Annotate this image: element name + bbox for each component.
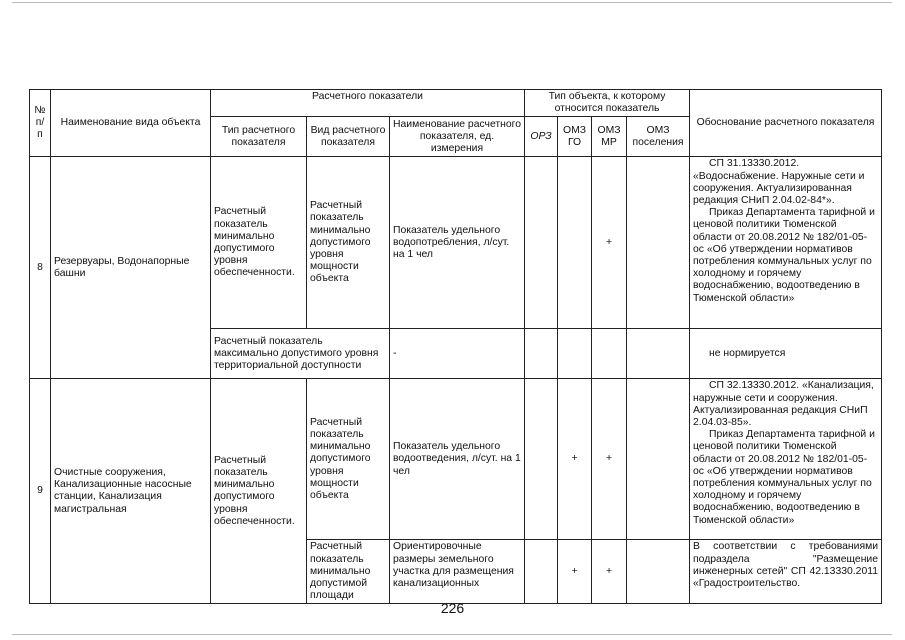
row-num: 8	[30, 157, 51, 379]
row-indicator: Показатель удельного водопотребления, л/сут. на 1 чел	[390, 157, 525, 329]
row-omz-pos	[627, 379, 690, 540]
row-omz-mr	[592, 329, 627, 379]
row-indicator: -	[390, 329, 525, 379]
row-orz	[525, 379, 558, 540]
row-basis: не нормируется	[690, 329, 882, 379]
row-calc-kind: Расчетный показатель минимально допустимой площади	[307, 540, 390, 604]
row-indicator: Показатель удельного водоотведения, л/сут. на 1 чел	[390, 379, 525, 540]
header-orz: ОРЗ	[525, 117, 558, 157]
row-calc-type: Расчетный показатель минимально допустимого уровня обеспеченности.	[211, 157, 307, 329]
row-orz	[525, 540, 558, 604]
row-object-name: Очистные сооружения, Канализационные насосные станции, Канализация магистральная	[51, 379, 211, 604]
row-orz	[525, 329, 558, 379]
row-calc-kind: Расчетный показатель минимально допустимого уровня мощности объекта	[307, 379, 390, 540]
header-calc-type: Тип расчетного показателя	[211, 117, 307, 157]
row-omz-pos	[627, 329, 690, 379]
row-calc-type: Расчетный показатель минимально допустимого уровня обеспеченности.	[211, 379, 307, 604]
row-calc-kind: Расчетный показатель минимально допустимого уровня мощности объекта	[307, 157, 390, 329]
header-row-1	[30, 90, 882, 117]
row-object-name: Резервуары, Водонапорные башни	[51, 157, 211, 379]
row-num: 9	[30, 379, 51, 604]
row-indicator: Ориентировочные размеры земельного участка для размещения канализационных	[390, 540, 525, 604]
header-omz-go: ОМЗ ГО	[558, 117, 592, 157]
basis-paragraph: Приказ Департамента тарифной и ценовой политики Тюменской области от 20.08.2012 № 182/01-05-ос «Об утверждении нормативов потребления коммунальных услуг по холодному и горячему водоснабжению, водоотведению в Тюменской области»	[693, 429, 875, 526]
header-omz-pos: ОМЗ поселения	[627, 117, 690, 157]
scan-edge-top	[12, 2, 892, 3]
header-object-type: Тип объекта, к которому относится показатель	[525, 90, 690, 117]
header-basis: Обоснование расчетного показателя	[690, 90, 882, 157]
basis-paragraph: СП 32.13330.2012. «Канализация, наружные сети и сооружения. Актуализированная редакция СНиП 2.04.03-85».	[693, 380, 874, 429]
row-omz-go	[558, 329, 592, 379]
row-omz-pos	[627, 157, 690, 329]
header-calc-name-unit: Наименование расчетного показателя, ед. измерения	[390, 117, 525, 157]
basis-paragraph: СП 31.13330.2012. «Водоснабжение. Наружные сети и сооружения. Актуализированная редакция СНиП 2.04.02-84*».	[693, 158, 865, 207]
header-omz-mr: ОМЗ МР	[592, 117, 627, 157]
table-row	[30, 157, 882, 329]
row-calc-type: Расчетный показатель максимально допустимого уровня территориальной доступности	[211, 329, 390, 379]
row-omz-go: +	[558, 540, 592, 604]
row-omz-mr: +	[592, 157, 627, 329]
row-omz-mr: +	[592, 379, 627, 540]
row-orz	[525, 157, 558, 329]
table-row	[30, 379, 882, 540]
header-calc-kind: Вид расчетного показателя	[307, 117, 390, 157]
row-basis	[690, 157, 882, 329]
header-object-name: Наименование вида объекта	[51, 90, 211, 157]
indicators-table	[29, 89, 882, 604]
basis-paragraph: Приказ Департамента тарифной и ценовой политики Тюменской области от 20.08.2012 № 182/01-05-ос «Об утверждении нормативов потребления коммунальных услуг по холодному и горячему водоснабжению, водоотведению в Тюменской области»	[693, 207, 875, 304]
row-basis	[690, 379, 882, 540]
page-number: 226	[440, 600, 465, 616]
row-omz-go: +	[558, 379, 592, 540]
row-omz-go	[558, 157, 592, 329]
scan-edge-bottom	[12, 634, 892, 635]
row-omz-pos	[627, 540, 690, 604]
header-calc-indicators: Расчетного показатели	[211, 90, 525, 117]
row-omz-mr: +	[592, 540, 627, 604]
header-num: № п/п	[30, 90, 51, 157]
row-basis: В соответствии с требованиями подраздела "Размещение инженерных сетей" СП 42.13330.2011 «Градостроительство.	[690, 540, 882, 604]
